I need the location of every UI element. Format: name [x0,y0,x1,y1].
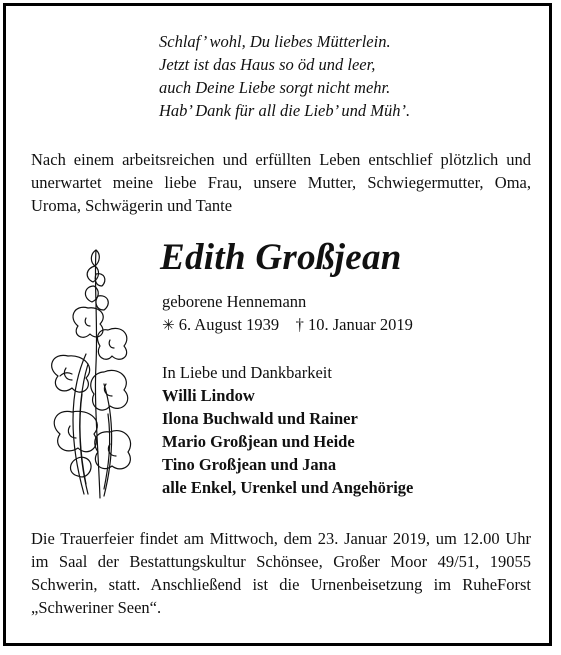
death-date: 10. Januar 2019 [307,315,413,334]
deceased-name: Edith Großjean [160,237,402,278]
intro-line: Nach einem arbeitsreichen und erfüllten Leben entschlief [31,150,433,169]
funeral-line: die Urnenbeisetzung im RuheForst „Schweriner Seen“. [31,575,531,617]
death-cross-icon: † [295,315,304,334]
mourners-heading: In Liebe und Dankbarkeit [162,363,332,382]
mourner-name: Mario Großjean und Heide [162,432,355,451]
intro-line: plötzlich und unerwartet meine liebe Frau, unsere Mutter, [31,150,531,192]
poem [159,30,529,122]
funeral-line: Die Trauerfeier findet am Mittwoch, dem 23. Januar 2019, [31,529,430,548]
poem-line: Jetzt ist das Haus so öd und leer, [159,55,376,74]
life-dates [162,313,532,337]
intro-line: Schwiegermutter, Oma, Uroma, Schwägerin und Tante [31,173,532,215]
poem-line: auch Deine Liebe sorgt nicht mehr. [159,78,391,97]
gladiolus-flower-icon [38,244,138,500]
funeral-info [31,527,531,619]
funeral-line: Großer Moor 49/51, 19055 Schwerin, statt. Anschließend ist [31,552,532,594]
mourner-name: Willi Lindow [162,386,255,405]
poem-line: Hab’ Dank für all die Lieb’ und Müh’. [159,101,411,120]
deceased-info [162,290,532,337]
funeral-line: um 12.00 Uhr im Saal der Bestattungskultur Schönsee, [31,529,531,571]
mourner-name: alle Enkel, Urenkel und Angehörige [162,478,414,497]
poem-line: Schlaf’ wohl, Du liebes Mütterlein. [159,32,391,51]
birth-star-icon: ✳ [162,316,175,334]
mourner-name: Ilona Buchwald und Rainer [162,409,358,428]
mourners-block [162,361,532,499]
birth-date: 6. August 1939 [178,315,280,334]
mourner-name: Tino Großjean und Jana [162,455,337,474]
maiden-name: geborene Hennemann [162,292,307,311]
intro-text [31,148,531,217]
